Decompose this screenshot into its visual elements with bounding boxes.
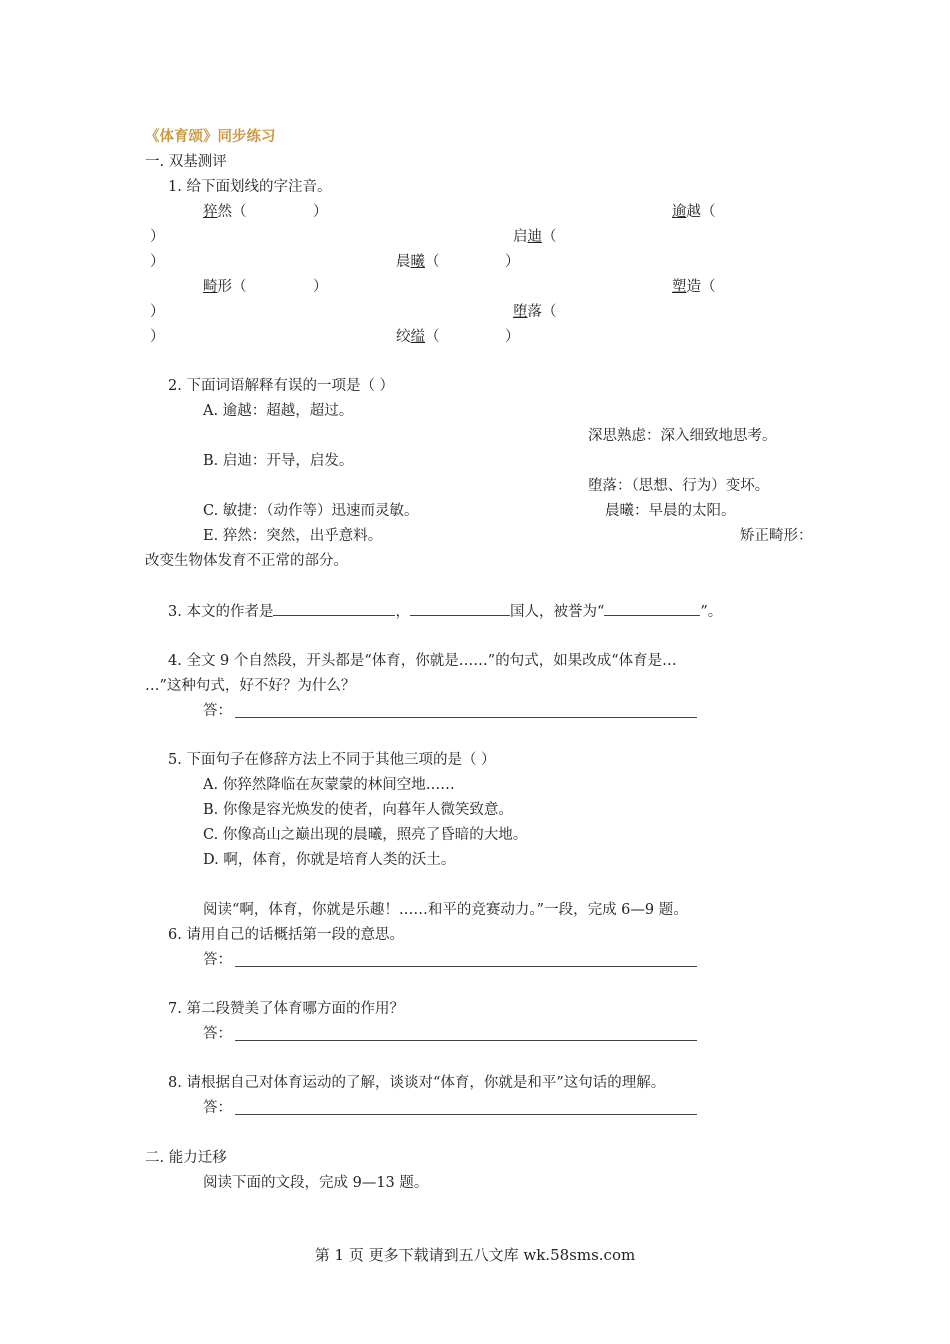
q8-stem: 8. 请根据自己对体育运动的了解，谈谈对“体育，你就是和平”这句话的理解。 — [168, 1075, 666, 1091]
page-footer: 第 1 页 更多下载请到五八文库 wk.58sms.com — [314, 1246, 636, 1264]
reading-instruction-1: 阅读“啊，体育，你就是乐趣！……和平的竞赛动力。”一段，完成 6—9 题。 — [203, 902, 688, 918]
q2-stem: 2. 下面词语解释有误的一项是（ ） — [168, 378, 395, 394]
q1-paren-close: ） — [313, 279, 328, 295]
q1-paren-close: ） — [150, 254, 165, 270]
q4-answer-label: 答： — [203, 703, 232, 719]
q1-paren-close: ） — [150, 229, 165, 245]
q8-answer-label: 答： — [203, 1100, 232, 1116]
q1-word-3: 启迪（ — [513, 229, 557, 245]
q2-option-fall: 堕落：（思想、行为）变坏。 — [588, 478, 770, 494]
q7-stem: 7. 第二段赞美了体育哪方面的作用？ — [168, 1001, 404, 1017]
q1-word-5: 畸形（ — [203, 279, 247, 295]
q2-option-fix: 矫正畸形： — [740, 528, 813, 544]
q3-blank-country[interactable] — [410, 601, 510, 616]
q3-blank-author[interactable] — [273, 601, 395, 616]
q4-answer-line[interactable] — [235, 703, 697, 718]
q5-option-a: A. 你猝然降临在灰蒙蒙的林间空地…… — [203, 777, 455, 793]
section-heading-1: 一. 双基测评 — [145, 154, 227, 170]
q6-stem: 6. 请用自己的话概括第一段的意思。 — [168, 927, 404, 943]
q1-paren-close: ） — [150, 329, 165, 345]
q1-paren-close: ） — [505, 329, 520, 345]
q8-answer-line[interactable] — [235, 1100, 697, 1115]
q5-option-b: B. 你像是容光焕发的使者，向暮年人微笑致意。 — [203, 802, 513, 818]
q5-option-d: D. 啊，体育，你就是培育人类的沃土。 — [203, 852, 456, 868]
q4-line-2: …”这种句式，好不好？为什么？ — [145, 678, 356, 694]
q7-answer-line[interactable] — [235, 1026, 697, 1041]
q1-paren-close: ） — [505, 254, 520, 270]
q1-word-7: 堕落（ — [513, 304, 557, 320]
q2-option-a: A. 逾越：超越，超过。 — [203, 403, 354, 419]
q1-word-8: 绞缢（ — [396, 329, 440, 345]
q1-word-4: 晨曦（ — [396, 254, 440, 270]
q6-answer-line[interactable] — [235, 952, 697, 967]
q2-option-e: E. 猝然：突然，出乎意料。 — [203, 528, 383, 544]
q2-option-b: B. 启迪：开导，启发。 — [203, 453, 354, 469]
q5-option-c: C. 你像高山之巅出现的晨曦，照亮了昏暗的大地。 — [203, 827, 528, 843]
q4-line-1: 4. 全文 9 个自然段，开头都是“体育，你就是……”的句式，如果改成“体育是… — [168, 653, 677, 669]
q1-word-1: 猝然（ — [203, 204, 247, 220]
reading-instruction-2: 阅读下面的文段，完成 9—13 题。 — [203, 1175, 429, 1191]
q3-line: 3. 本文的作者是 ， 国人，被誉为“ ”。 — [168, 601, 722, 622]
q6-answer-label: 答： — [203, 952, 232, 968]
section-heading-2: 二. 能力迁移 — [145, 1150, 227, 1166]
q7-answer-label: 答： — [203, 1026, 232, 1042]
q1-stem: 1. 给下面划线的字注音。 — [168, 179, 332, 195]
q1-paren-close: ） — [150, 304, 165, 320]
q2-option-c: C. 敏捷：（动作等）迅速而灵敏。 — [203, 503, 419, 519]
page-title: 《体育颂》同步练习 — [145, 128, 276, 145]
q2-option-deep: 深思熟虑：深入细致地思考。 — [588, 428, 777, 444]
q2-option-fix-cont: 改变生物体发育不正常的部分。 — [145, 553, 348, 569]
q5-stem: 5. 下面句子在修辞方法上不同于其他三项的是（ ） — [168, 752, 496, 768]
q2-option-dawn: 晨曦：早晨的太阳。 — [605, 503, 736, 519]
q3-blank-title[interactable] — [604, 601, 700, 616]
q1-word-2: 逾越（ — [672, 204, 716, 220]
q1-word-6: 塑造（ — [672, 279, 716, 295]
q1-paren-close: ） — [313, 204, 328, 220]
